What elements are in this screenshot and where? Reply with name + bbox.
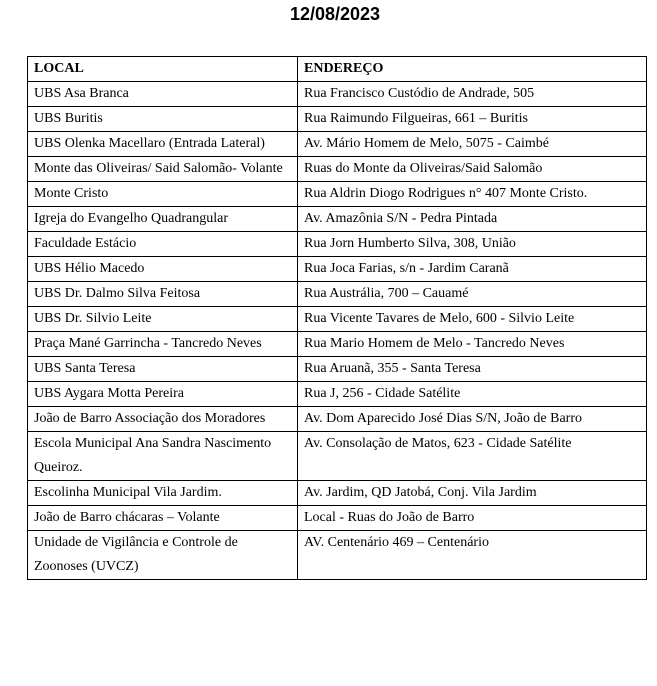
local-cell: Escola Municipal Ana Sandra Nascimento Queiroz. bbox=[28, 432, 298, 481]
local-cell: Praça Mané Garrincha - Tancredo Neves bbox=[28, 332, 298, 357]
table-row bbox=[28, 481, 647, 506]
local-cell: Escolinha Municipal Vila Jardim. bbox=[28, 481, 298, 506]
table-row bbox=[28, 132, 647, 157]
local-cell: UBS Santa Teresa bbox=[28, 357, 298, 382]
address-cell: Rua Vicente Tavares de Melo, 600 - Silvio Leite bbox=[298, 307, 647, 332]
table-row bbox=[28, 382, 647, 407]
column-header-local: LOCAL bbox=[28, 57, 298, 82]
table-row bbox=[28, 157, 647, 182]
address-cell: Rua Jorn Humberto Silva, 308, União bbox=[298, 232, 647, 257]
address-cell: Av. Jardim, QD Jatobá, Conj. Vila Jardim bbox=[298, 481, 647, 506]
local-cell: UBS Buritis bbox=[28, 107, 298, 132]
local-cell: João de Barro chácaras – Volante bbox=[28, 506, 298, 531]
address-cell: AV. Centenário 469 – Centenário bbox=[298, 531, 647, 580]
table-row bbox=[28, 506, 647, 531]
table-header-row bbox=[28, 57, 647, 82]
table-row bbox=[28, 432, 647, 481]
local-cell: UBS Dr. Dalmo Silva Feitosa bbox=[28, 282, 298, 307]
local-cell: Igreja do Evangelho Quadrangular bbox=[28, 207, 298, 232]
address-cell: Av. Consolação de Matos, 623 - Cidade Satélite bbox=[298, 432, 647, 481]
local-cell: João de Barro Associação dos Moradores bbox=[28, 407, 298, 432]
local-cell: UBS Dr. Silvio Leite bbox=[28, 307, 298, 332]
address-cell: Rua Raimundo Filgueiras, 661 – Buritis bbox=[298, 107, 647, 132]
table-row bbox=[28, 282, 647, 307]
table-body bbox=[28, 82, 647, 580]
address-cell: Rua Francisco Custódio de Andrade, 505 bbox=[298, 82, 647, 107]
table-row bbox=[28, 232, 647, 257]
local-cell: Unidade de Vigilância e Controle de Zoonoses (UVCZ) bbox=[28, 531, 298, 580]
address-cell: Rua Aldrin Diogo Rodrigues n° 407 Monte Cristo. bbox=[298, 182, 647, 207]
address-cell: Av. Dom Aparecido José Dias S/N, João de Barro bbox=[298, 407, 647, 432]
table-row bbox=[28, 332, 647, 357]
address-cell: Rua Joca Farias, s/n - Jardim Caranã bbox=[298, 257, 647, 282]
address-cell: Av. Amazônia S/N - Pedra Pintada bbox=[298, 207, 647, 232]
local-cell: Monte Cristo bbox=[28, 182, 298, 207]
address-cell: Local - Ruas do João de Barro bbox=[298, 506, 647, 531]
page-title: 12/08/2023 bbox=[289, 4, 381, 24]
address-cell: Rua Aruanã, 355 - Santa Teresa bbox=[298, 357, 647, 382]
address-cell: Ruas do Monte da Oliveiras/Said Salomão bbox=[298, 157, 647, 182]
table-row bbox=[28, 407, 647, 432]
local-cell: UBS Olenka Macellaro (Entrada Lateral) bbox=[28, 132, 298, 157]
local-cell: UBS Aygara Motta Pereira bbox=[28, 382, 298, 407]
locations-table bbox=[27, 56, 647, 580]
address-cell: Rua J, 256 - Cidade Satélite bbox=[298, 382, 647, 407]
table-row bbox=[28, 307, 647, 332]
address-cell: Rua Mario Homem de Melo - Tancredo Neves bbox=[298, 332, 647, 357]
table-row bbox=[28, 207, 647, 232]
table-row bbox=[28, 107, 647, 132]
table-row bbox=[28, 82, 647, 107]
local-cell: Faculdade Estácio bbox=[28, 232, 298, 257]
table-row bbox=[28, 531, 647, 580]
table-row bbox=[28, 357, 647, 382]
table-row bbox=[28, 257, 647, 282]
local-cell: UBS Hélio Macedo bbox=[28, 257, 298, 282]
table-row bbox=[28, 182, 647, 207]
address-cell: Av. Mário Homem de Melo, 5075 - Caimbé bbox=[298, 132, 647, 157]
local-cell: Monte das Oliveiras/ Said Salomão- Volante bbox=[28, 157, 298, 182]
column-header-endereco: ENDEREÇO bbox=[298, 57, 647, 82]
address-cell: Rua Austrália, 700 – Cauamé bbox=[298, 282, 647, 307]
local-cell: UBS Asa Branca bbox=[28, 82, 298, 107]
